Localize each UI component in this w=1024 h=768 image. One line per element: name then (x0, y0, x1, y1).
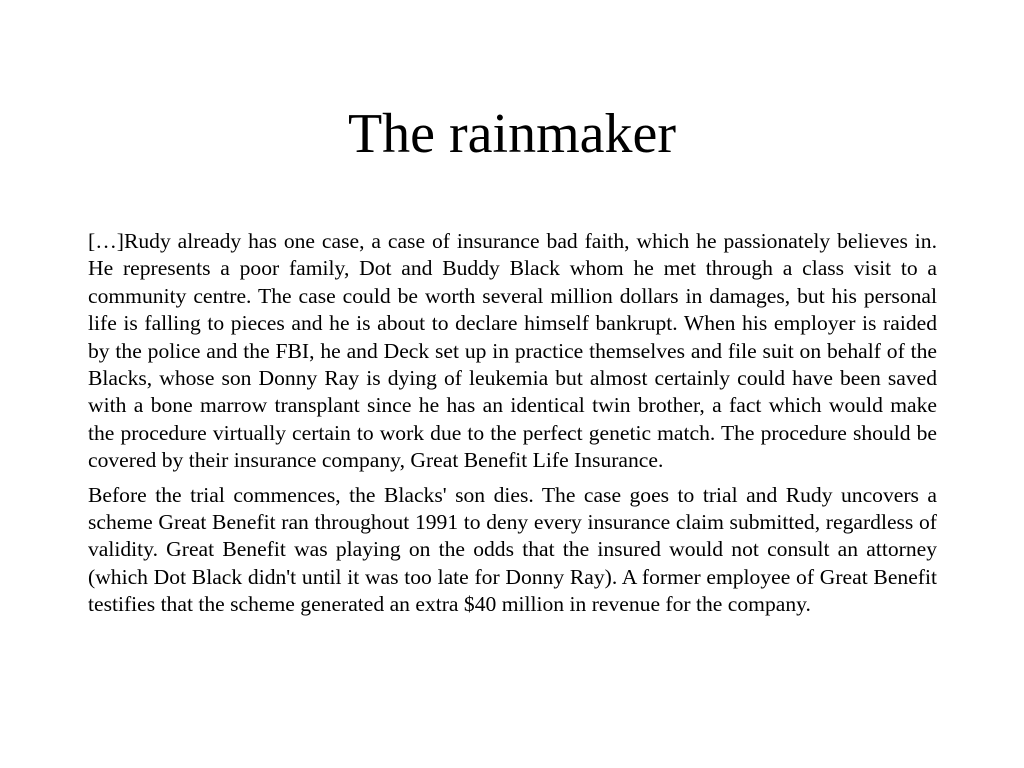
slide-body (88, 228, 937, 626)
body-paragraph-1: […]Rudy already has one case, a case of insurance bad faith, which he passionately believes in. He represents a poor family, Dot and Buddy Black whom he met through a class visit to a community centre. The case could be worth several million dollars in damages, but his personal life is falling to pieces and he is about to declare himself bankrupt. When his employer is raided by the police and the FBI, he and Deck set up in practice themselves and file suit on behalf of the Blacks, whose son Donny Ray is dying of leukemia but almost certainly could have been saved with a bone marrow transplant since he has an identical twin brother, a fact which would make the procedure virtually certain to work due to the perfect genetic match. The procedure should be covered by their insurance company, Great Benefit Life Insurance. (88, 229, 937, 473)
slide-title: The rainmaker (347, 103, 677, 165)
body-paragraph-2: Before the trial commences, the Blacks' son dies. The case goes to trial and Rudy uncovers a scheme Great Benefit ran throughout 1991 to deny every insurance claim submitted, regardless of validity. Great Benefit was playing on the odds that the insured would not consult an attorney (which Dot Black didn't until it was too late for Donny Ray). A former employee of Great Benefit testifies that the scheme generated an extra $40 million in revenue for the company. (88, 482, 937, 617)
